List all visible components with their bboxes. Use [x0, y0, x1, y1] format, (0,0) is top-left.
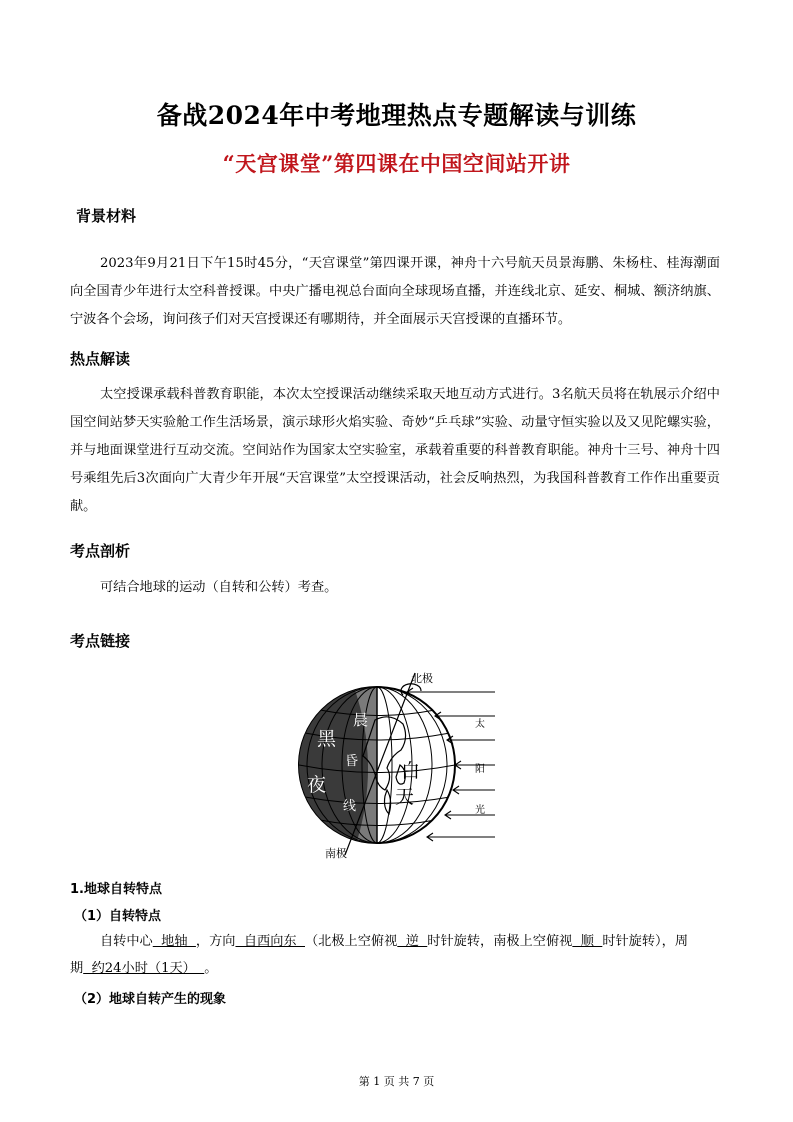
rotation-text: 。	[204, 961, 218, 976]
rotation-direction-answer: 自西向东	[235, 934, 305, 949]
background-paragraph: 2023年9月21日下午15时45分，“天宫课堂”第四课开课，神舟十六号航天员景海鹏、朱杨柱、桂海潮面向全国青少年进行太空科普授课。中央广播电视总台面向全球现场直播，并连线北京、延安、桐城、额济纳旗、宁波各个会场，询问孩子们对天宫授课还有哪期待，并全面展示天宫授课的直播环节。	[70, 256, 720, 327]
page-title: 备战2024年中考地理热点专题解读与训练	[156, 101, 637, 130]
hei-label: 黑	[317, 728, 337, 750]
rotation-line-2	[70, 955, 720, 983]
chen-label: 晨	[353, 711, 369, 729]
rotation-center-answer: 地轴	[152, 934, 196, 949]
rotation-subheading-1: （1）自转特点	[74, 909, 162, 924]
page-subtitle: “天宫课堂”第四课在中国空间站开讲	[222, 151, 571, 176]
sun-label-1: 太	[475, 719, 485, 730]
rotation-line-1	[70, 928, 720, 956]
rotation-period-answer: 约24小时（1天）	[83, 961, 205, 976]
tian-label: 天	[395, 786, 415, 808]
section-heading-background: 背景材料	[76, 207, 137, 225]
south-pole-label: 南极	[325, 847, 347, 860]
section-heading-analysis: 热点解读	[70, 350, 131, 368]
analysis-paragraph: 太空授课承载科普教育职能，本次太空授课活动继续采取天地互动方式进行。3名航天员将在轨展示介绍中国空间站梦天实验舱工作生活场景，演示球形火焰实验、奇妙“乒乓球”实验、动量守恒实验以及又见陀螺实验，并与地面课堂进行互动交流。空间站作为国家太空实验室，承载着重要的科普教育职能。神舟十三号、神舟十四号乘组先后3次面向广大青少年开展“天宫课堂”太空授课活动，社会反响热烈，为我国科普教育工作作出重要贡献。	[70, 387, 720, 514]
rotation-text: 时针旋转），周	[602, 934, 689, 949]
section-heading-link: 考点链接	[70, 632, 131, 650]
rotation-text: 自转中心	[100, 934, 153, 949]
north-pole-label: 北极	[411, 672, 433, 685]
exam-point-paragraph: 可结合地球的运动（自转和公转）考查。	[100, 580, 338, 595]
rotation-subheading-2: （2）地球自转产生的现象	[74, 992, 227, 1007]
sun-label-3: 光	[475, 805, 485, 816]
rotation-text: 时针旋转，南极上空俯视	[427, 934, 573, 949]
rotation-text: （北极上空俯视	[305, 934, 398, 949]
rotation-heading: 1.地球自转特点	[70, 882, 162, 897]
hun-label: 昏	[345, 754, 359, 769]
sun-label-2: 阳	[475, 764, 485, 775]
bai-label: 白	[401, 760, 421, 782]
north-view-answer: 逆	[397, 934, 428, 949]
south-view-answer: 顺	[572, 934, 603, 949]
page-footer: 第 1 页 共 7 页	[358, 1075, 435, 1088]
earth-day-night-figure	[295, 665, 505, 861]
section-heading-exam-point: 考点剖析	[70, 542, 131, 560]
ye-label: 夜	[307, 774, 327, 796]
rotation-text: ，方向	[195, 934, 236, 949]
xian-label: 线	[343, 799, 357, 814]
rotation-text: 期	[70, 961, 84, 976]
